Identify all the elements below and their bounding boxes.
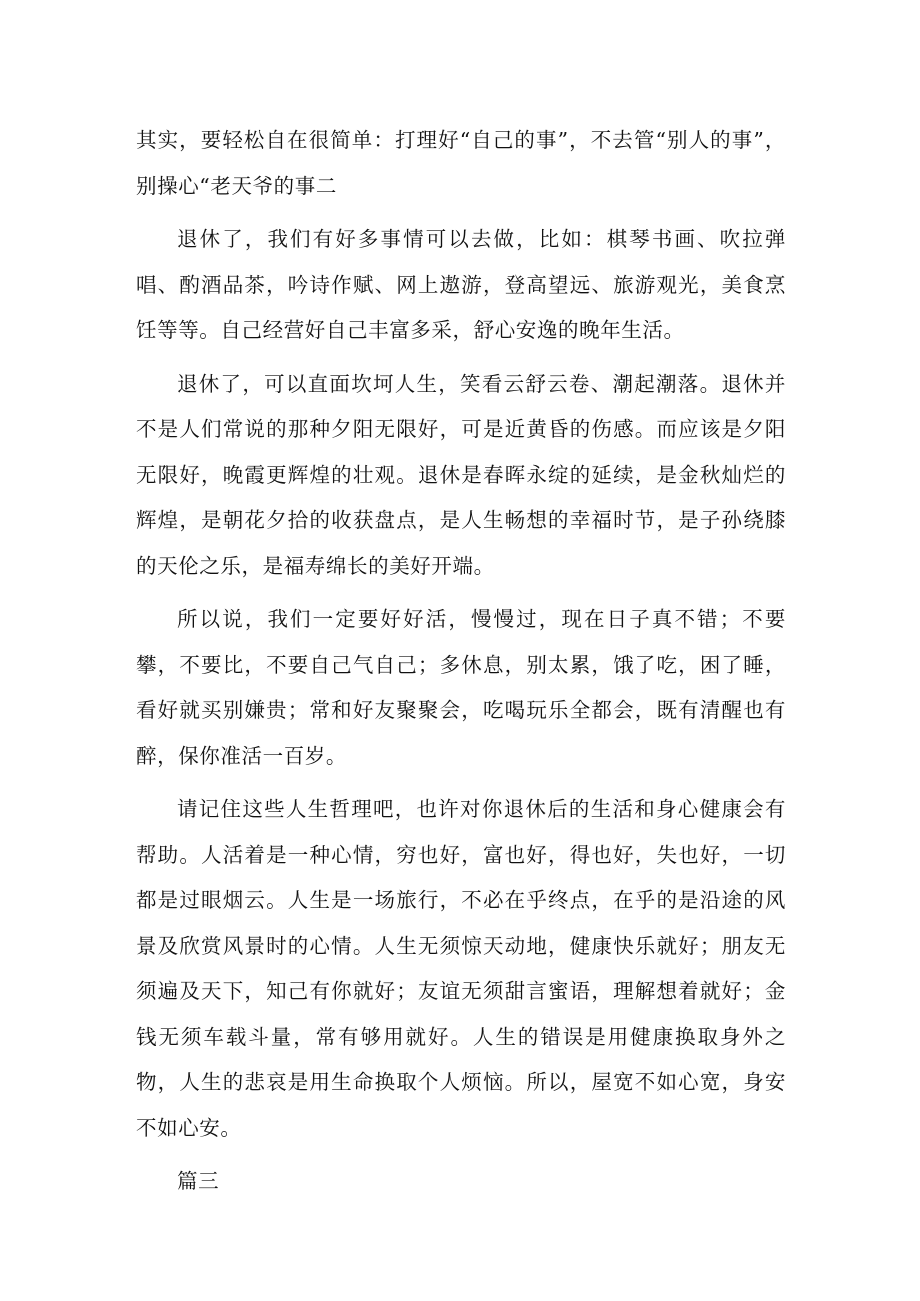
paragraph-life-philosophy: 请记住这些人生哲理吧，也许对你退休后的生活和身心健康会有帮助。人活着是一种心情，穷也好，富也好，得也好，失也好，一切都是过眼烟云。人生是一场旅行，不必在乎终点，在乎的是沿途的风景及欣赏风景时的心情。人生无须惊天动地，健康快乐就好；朋友无须遍及天下，知己有你就好；友谊无须甜言蜜语，理解想着就好；金钱无须车载斗量，常有够用就好。人生的错误是用健康换取身外之物，人生的悲哀是用生命换取个人烦恼。所以，屋宽不如心宽，身安不如心安。 xyxy=(136,797,786,1140)
paragraph-live-well: 所以说，我们一定要好好活，慢慢过，现在日子真不错；不要攀，不要比，不要自己气自己；多休息，别太累，饿了吃，困了睡，看好就买别嫌贵；常和好友聚聚会，吃喝玩乐全都会，既有清醒也有醉，保你准活一百岁。 xyxy=(136,607,786,768)
paragraph-retirement-outlook: 退休了，可以直面坎坷人生，笑看云舒云卷、潮起潮落。退休并不是人们常说的那种夕阳无限好，可是近黄昏的伤感。而应该是夕阳无限好，晚霞更辉煌的壮观。退休是春晖永绽的延续，是金秋灿烂的辉煌，是朝花夕拾的收获盘点，是人生畅想的幸福时节，是子孙绕膝的天伦之乐，是福寿绵长的美好开端。 xyxy=(136,371,786,578)
document-page xyxy=(136,118,786,1205)
paragraph-activities: 退休了，我们有好多事情可以去做，比如：棋琴书画、吹拉弹唱、酌酒品茶，吟诗作赋、网上遨游，登高望远、旅游观光，美食烹饪等等。自己经营好自己丰富多采，舒心安逸的晚年生活。 xyxy=(136,227,786,342)
section-heading: 篇三 xyxy=(177,1169,220,1193)
paragraph-intro: 其实，要轻松自在很简单：打理好“自己的事”，不去管“别人的事”，别操心“老天爷的事二 xyxy=(136,128,786,198)
